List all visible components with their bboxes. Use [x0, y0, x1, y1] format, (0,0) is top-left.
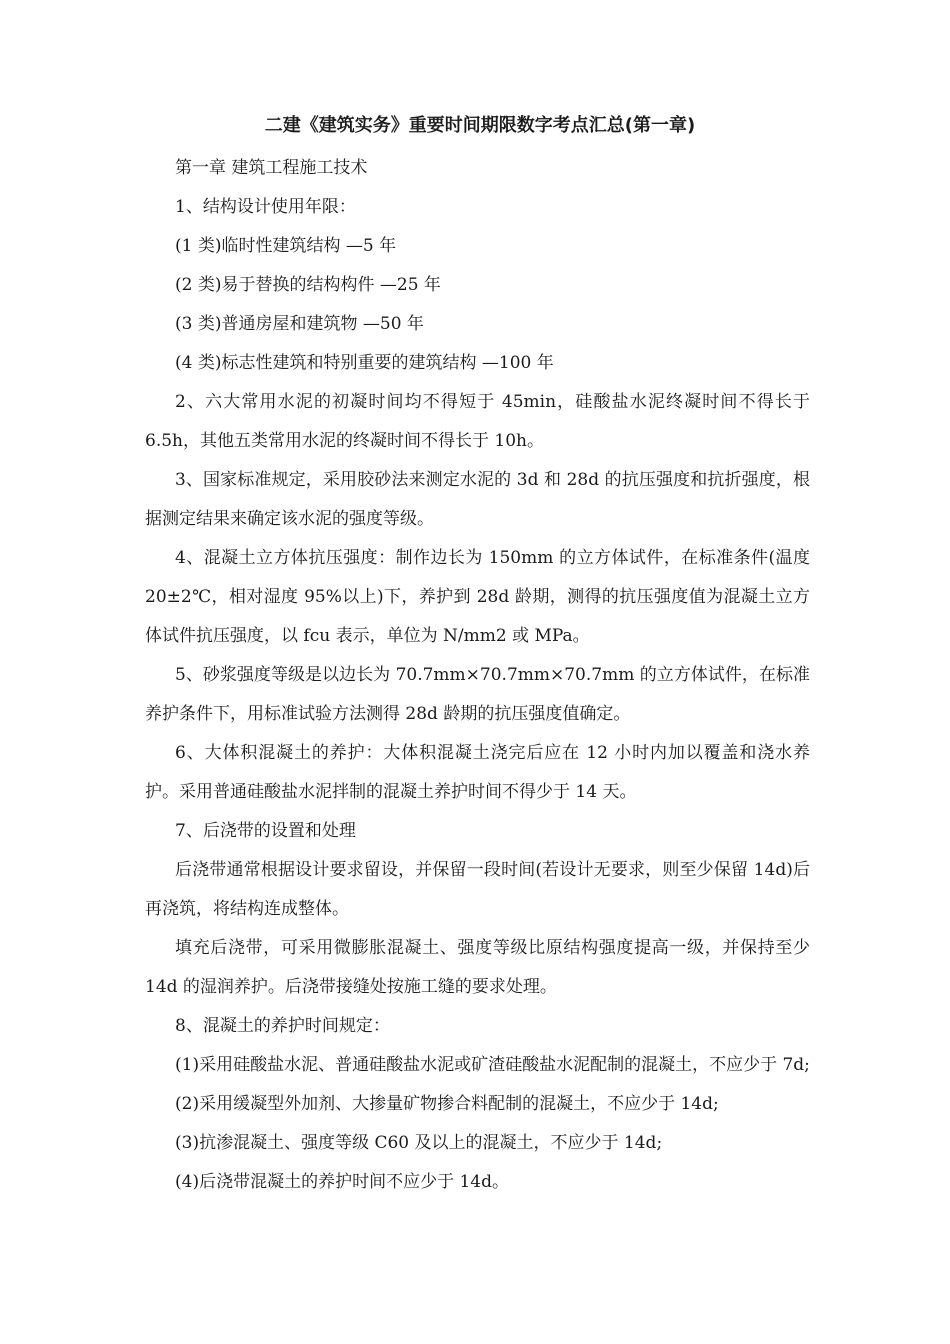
chapter-heading: 第一章 建筑工程施工技术 [175, 158, 368, 178]
document-body [145, 149, 810, 1202]
paragraph: 6、大体积混凝土的养护：大体积混凝土浇完后应在 12 小时内加以覆盖和浇水养护。采用普通硅酸盐水泥拌制的混凝土养护时间不得少于 14 天。 [145, 743, 810, 802]
paragraph: 填充后浇带，可采用微膨胀混凝土、强度等级比原结构强度提高一级，并保持至少 14d 的湿润养护。后浇带接缝处按施工缝的要求处理。 [145, 938, 810, 997]
section-heading: 1、结构设计使用年限： [175, 197, 356, 217]
paragraph: 后浇带通常根据设计要求留设，并保留一段时间(若设计无要求，则至少保留 14d)后再浇筑，将结构连成整体。 [145, 860, 810, 919]
paragraph: 3、国家标准规定，采用胶砂法来测定水泥的 3d 和 28d 的抗压强度和抗折强度，根据测定结果来确定该水泥的强度等级。 [145, 470, 810, 529]
list-item: (2 类)易于替换的结构构件 —25 年 [175, 275, 441, 295]
list-item: (1)采用硅酸盐水泥、普通硅酸盐水泥或矿渣硅酸盐水泥配制的混凝土，不应少于 7d; [175, 1055, 810, 1075]
list-item: (4)后浇带混凝土的养护时间不应少于 14d。 [175, 1172, 509, 1192]
list-item: (2)采用缓凝型外加剂、大掺量矿物掺合料配制的混凝土，不应少于 14d; [175, 1094, 719, 1114]
paragraph: 4、混凝土立方体抗压强度：制作边长为 150mm 的立方体试件，在标准条件(温度 20±2℃，相对湿度 95%以上)下，养护到 28d 龄期，测得的抗压强度值为混凝土立方体试件抗压强度，以 fcu 表示，单位为 N/mm2 或 MPa。 [145, 548, 810, 646]
paragraph: 2、六大常用水泥的初凝时间均不得短于 45min，硅酸盐水泥终凝时间不得长于 6.5h，其他五类常用水泥的终凝时间不得长于 10h。 [145, 392, 810, 451]
list-item: (1 类)临时性建筑结构 —5 年 [175, 236, 397, 256]
section-heading: 7、后浇带的设置和处理 [175, 821, 356, 841]
list-item: (4 类)标志性建筑和特别重要的建筑结构 —100 年 [175, 353, 554, 373]
paragraph: 5、砂浆强度等级是以边长为 70.7mm×70.7mm×70.7mm 的立方体试件，在标准养护条件下，用标准试验方法测得 28d 龄期的抗压强度值确定。 [145, 665, 810, 724]
list-item: (3 类)普通房屋和建筑物 —50 年 [175, 314, 424, 334]
section-heading: 8、混凝土的养护时间规定： [175, 1016, 390, 1036]
list-item: (3)抗渗混凝土、强度等级 C60 及以上的混凝土，不应少于 14d; [175, 1133, 663, 1153]
document-title: 二建《建筑实务》重要时间期限数字考点汇总(第一章) [264, 115, 696, 136]
